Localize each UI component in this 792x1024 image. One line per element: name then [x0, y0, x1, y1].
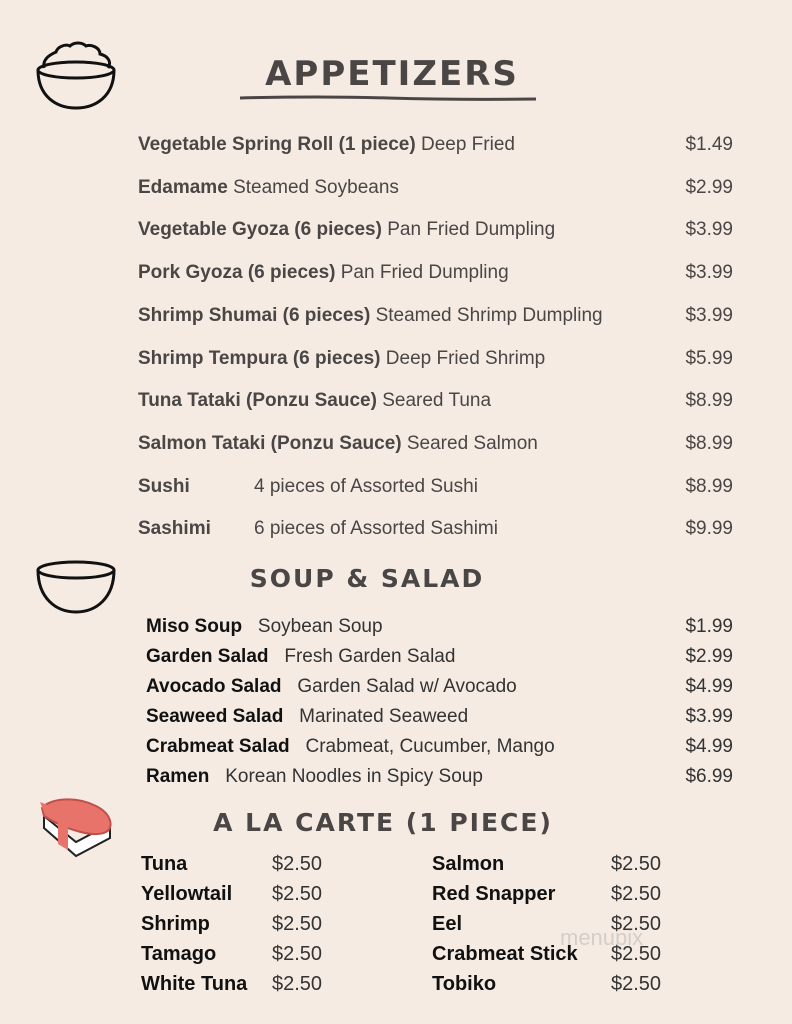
- item-price: $9.99: [685, 518, 733, 540]
- item-price: $3.99: [685, 219, 733, 241]
- item-desc: Korean Noodles in Spicy Soup: [225, 766, 483, 787]
- appetizer-item: [0, 262, 792, 288]
- item-price: $8.99: [685, 390, 733, 412]
- appetizer-item: [0, 177, 792, 203]
- soup-salad-heading: SOUP & SALAD: [249, 564, 485, 593]
- item-desc: Marinated Seaweed: [299, 706, 469, 727]
- item-price: $1.49: [685, 134, 733, 155]
- item-price: $2.50: [272, 853, 323, 875]
- item-price: $3.99: [685, 304, 733, 326]
- item-desc: Pan Fried Dumpling: [340, 262, 509, 284]
- item-name: Salmon: [432, 853, 505, 875]
- item-price: $8.99: [685, 475, 733, 497]
- item-name: Yellowtail: [141, 883, 233, 905]
- soup-salad-item: [0, 736, 792, 762]
- appetizer-item: [0, 518, 792, 544]
- item-desc: Garden Salad w/ Avocado: [297, 676, 517, 697]
- item-price: $3.99: [685, 706, 733, 727]
- item-price: $3.99: [685, 262, 733, 284]
- item-name: Sushi: [138, 475, 190, 497]
- item-name: Crabmeat Salad: [146, 736, 290, 757]
- item-name: Sashimi: [138, 518, 211, 540]
- rice-bowl-icon: [32, 40, 120, 112]
- item-name: Shrimp: [141, 913, 210, 935]
- appetizer-item: [0, 219, 792, 245]
- item-name: Avocado Salad: [146, 676, 282, 697]
- item-name: Salmon Tataki (Ponzu Sauce): [138, 432, 402, 454]
- item-price: $2.50: [272, 913, 323, 935]
- item-desc: Crabmeat, Cucumber, Mango: [305, 736, 555, 757]
- item-price: $2.50: [272, 943, 323, 965]
- item-price: $2.50: [611, 973, 662, 995]
- item-name: Edamame: [138, 176, 228, 198]
- item-price: $2.99: [685, 646, 733, 667]
- heading-underline: [238, 94, 538, 102]
- appetizer-item: [0, 134, 792, 160]
- item-name: Red Snapper: [432, 883, 556, 905]
- appetizers-heading: APPETIZERS: [265, 54, 519, 94]
- appetizer-item: [0, 390, 792, 416]
- appetizer-item: [0, 476, 792, 502]
- item-name: Crabmeat Stick: [432, 943, 578, 965]
- item-name: Vegetable Spring Roll (1 piece): [138, 134, 416, 155]
- item-desc: Steamed Soybeans: [233, 176, 399, 198]
- item-name: Seaweed Salad: [146, 706, 284, 727]
- item-desc: Steamed Shrimp Dumpling: [375, 304, 603, 326]
- item-name: Ramen: [146, 766, 210, 787]
- item-name: Garden Salad: [146, 646, 269, 667]
- item-name: White Tuna: [141, 973, 248, 995]
- item-desc: Pan Fried Dumpling: [387, 219, 556, 241]
- item-name: Tuna: [141, 853, 188, 875]
- item-desc: Fresh Garden Salad: [284, 646, 456, 667]
- appetizer-item: [0, 305, 792, 331]
- item-name: Shrimp Shumai (6 pieces): [138, 304, 371, 326]
- item-desc: 6 pieces of Assorted Sashimi: [254, 518, 498, 540]
- soup-salad-item: [0, 766, 792, 792]
- item-price: $2.50: [611, 913, 662, 935]
- item-price: $2.50: [272, 883, 323, 905]
- item-name: Tuna Tataki (Ponzu Sauce): [138, 390, 377, 412]
- item-desc: Seared Tuna: [382, 390, 492, 412]
- item-price: $1.99: [685, 616, 733, 637]
- item-name: Vegetable Gyoza (6 pieces): [138, 219, 382, 241]
- item-price: $2.50: [611, 943, 662, 965]
- item-name: Miso Soup: [146, 616, 243, 637]
- item-desc: Seared Salmon: [406, 432, 538, 454]
- item-price: $6.99: [685, 766, 733, 787]
- soup-salad-item: [0, 706, 792, 732]
- item-name: Tamago: [141, 943, 217, 965]
- appetizer-item: [0, 433, 792, 459]
- item-desc: Deep Fried: [420, 134, 515, 155]
- soup-salad-item: [0, 676, 792, 702]
- item-price: $2.50: [272, 973, 323, 995]
- item-name: Pork Gyoza (6 pieces): [138, 262, 336, 284]
- item-price: $2.50: [611, 883, 662, 905]
- shrimp-nigiri-icon: [36, 794, 116, 864]
- item-price: $8.99: [685, 432, 733, 454]
- appetizer-item: [0, 348, 792, 374]
- soup-salad-item: [0, 646, 792, 672]
- item-name: Tobiko: [432, 973, 497, 995]
- watermark: menupix: [560, 925, 644, 950]
- item-desc: Soybean Soup: [257, 616, 383, 637]
- item-name: Eel: [432, 913, 463, 935]
- item-name: Shrimp Tempura (6 pieces): [138, 347, 381, 369]
- item-price: $2.99: [685, 176, 733, 198]
- item-price: $4.99: [685, 676, 733, 697]
- item-price: $2.50: [611, 853, 662, 875]
- a-la-carte-heading: A LA CARTE (1 PIECE): [213, 808, 553, 837]
- item-price: $5.99: [685, 347, 733, 369]
- soup-bowl-icon: [32, 558, 120, 616]
- item-desc: Deep Fried Shrimp: [385, 347, 546, 369]
- item-desc: 4 pieces of Assorted Sushi: [254, 475, 478, 497]
- item-price: $4.99: [685, 736, 733, 757]
- soup-salad-item: [0, 616, 792, 642]
